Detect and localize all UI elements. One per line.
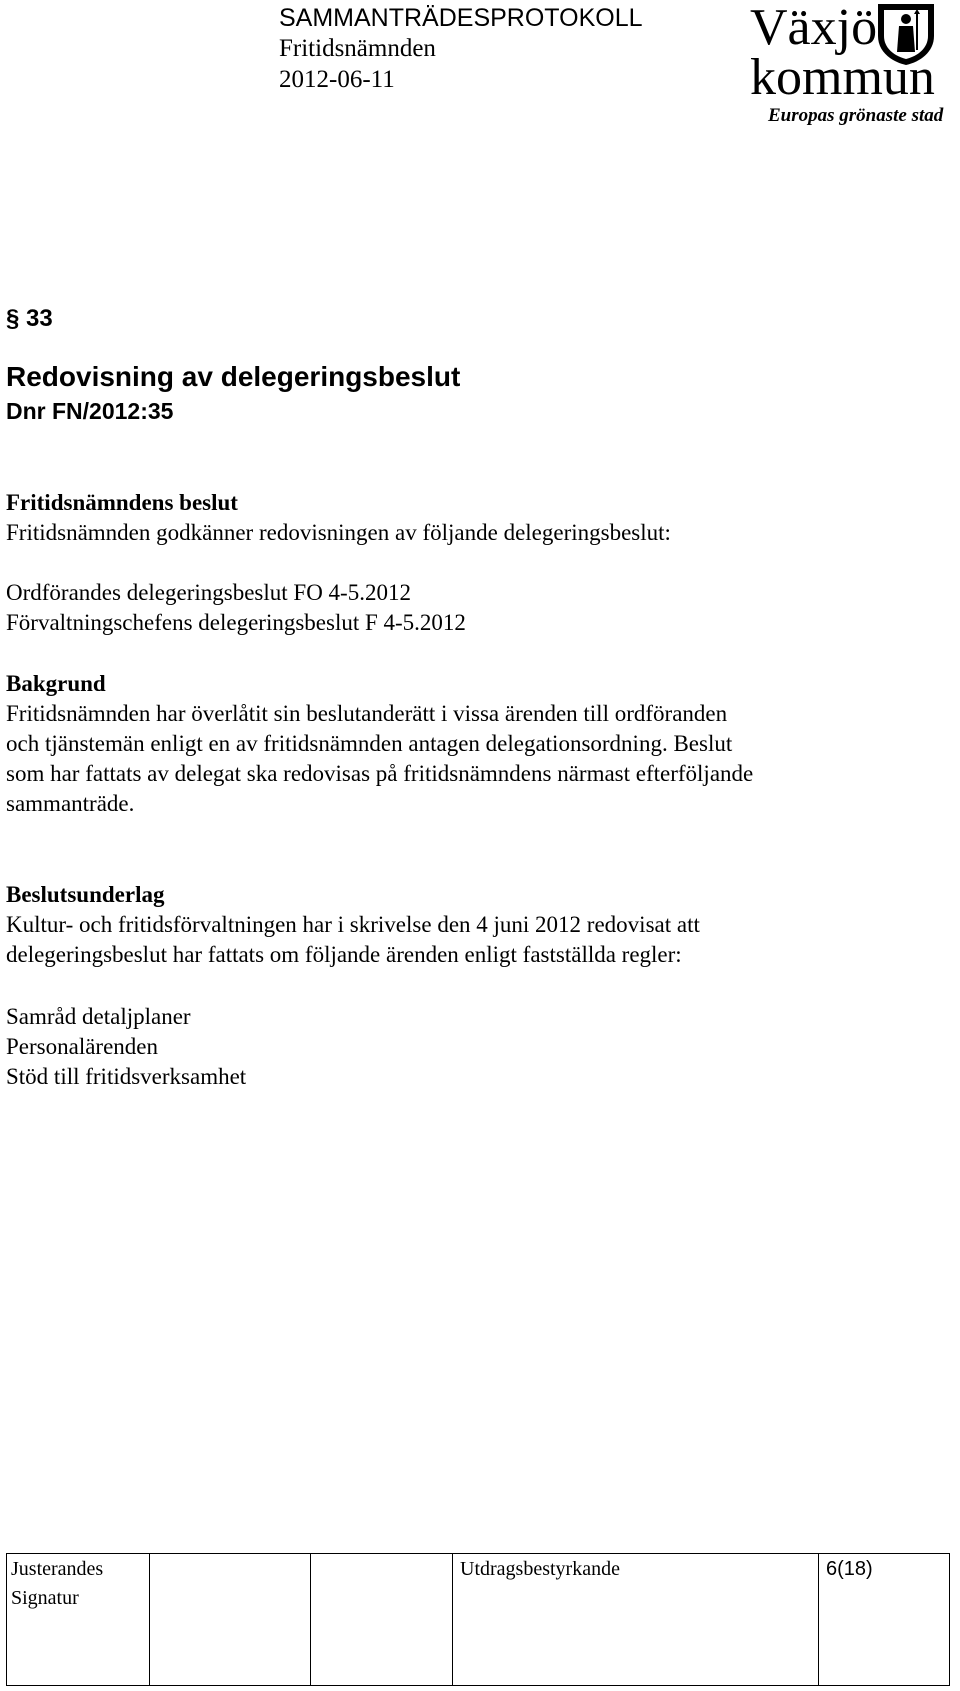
footer-divider	[149, 1554, 150, 1685]
footer-divider	[310, 1554, 311, 1685]
basis-line: Kultur- och fritidsförvaltningen har i skrivelse den 4 juni 2012 redovisat att	[6, 912, 700, 937]
decision-item: Förvaltningschefens delegeringsbeslut F 4-5.2012	[6, 610, 466, 635]
section-title: Redovisning av delegeringsbeslut	[6, 361, 461, 392]
footer-utdragsbestyrkande: Utdragsbestyrkande	[460, 1558, 620, 1580]
basis-line: delegeringsbeslut har fattats om följande ärenden enligt fastställda regler:	[6, 942, 682, 967]
diary-number: Dnr FN/2012:35	[6, 398, 174, 424]
footer-divider	[452, 1554, 453, 1685]
meeting-date: 2012-06-11	[279, 66, 395, 93]
logo-word-kommun: kommun	[750, 49, 935, 106]
background-line: Fritidsnämnden har överlåtit sin beslutanderätt i vissa ärenden till ordföranden	[6, 701, 728, 726]
footer-signatur: Signatur	[11, 1587, 79, 1609]
footer-page-number: 6(18)	[826, 1558, 873, 1580]
decision-heading: Fritidsnämndens beslut	[6, 490, 238, 515]
footer-divider	[818, 1554, 819, 1685]
decision-text: Fritidsnämnden godkänner redovisningen av följande delegeringsbeslut:	[6, 520, 671, 545]
committee-name: Fritidsnämnden	[279, 35, 436, 62]
logo-tagline: Europas grönaste stad	[768, 105, 944, 126]
paragraph-number: § 33	[6, 305, 53, 332]
basis-item: Stöd till fritidsverksamhet	[6, 1064, 247, 1089]
background-heading: Bakgrund	[6, 671, 106, 696]
background-line: som har fattats av delegat ska redovisas på fritidsnämndens närmast efterföljande	[6, 761, 754, 786]
basis-item: Personalärenden	[6, 1034, 158, 1059]
basis-heading: Beslutsunderlag	[6, 882, 165, 907]
protocol-title: SAMMANTRÄDESPROTOKOLL	[279, 4, 643, 32]
decision-item: Ordförandes delegeringsbeslut FO 4-5.2012	[6, 580, 411, 605]
background-line: sammanträde.	[6, 791, 135, 816]
logo-word-vaxjo: Växjö	[750, 0, 878, 56]
footer-justerandes: Justerandes	[11, 1558, 104, 1580]
footer-table	[6, 1553, 950, 1686]
basis-item: Samråd detaljplaner	[6, 1004, 191, 1029]
background-line: och tjänstemän enligt en av fritidsnämnden antagen delegationsordning. Beslut	[6, 731, 733, 756]
